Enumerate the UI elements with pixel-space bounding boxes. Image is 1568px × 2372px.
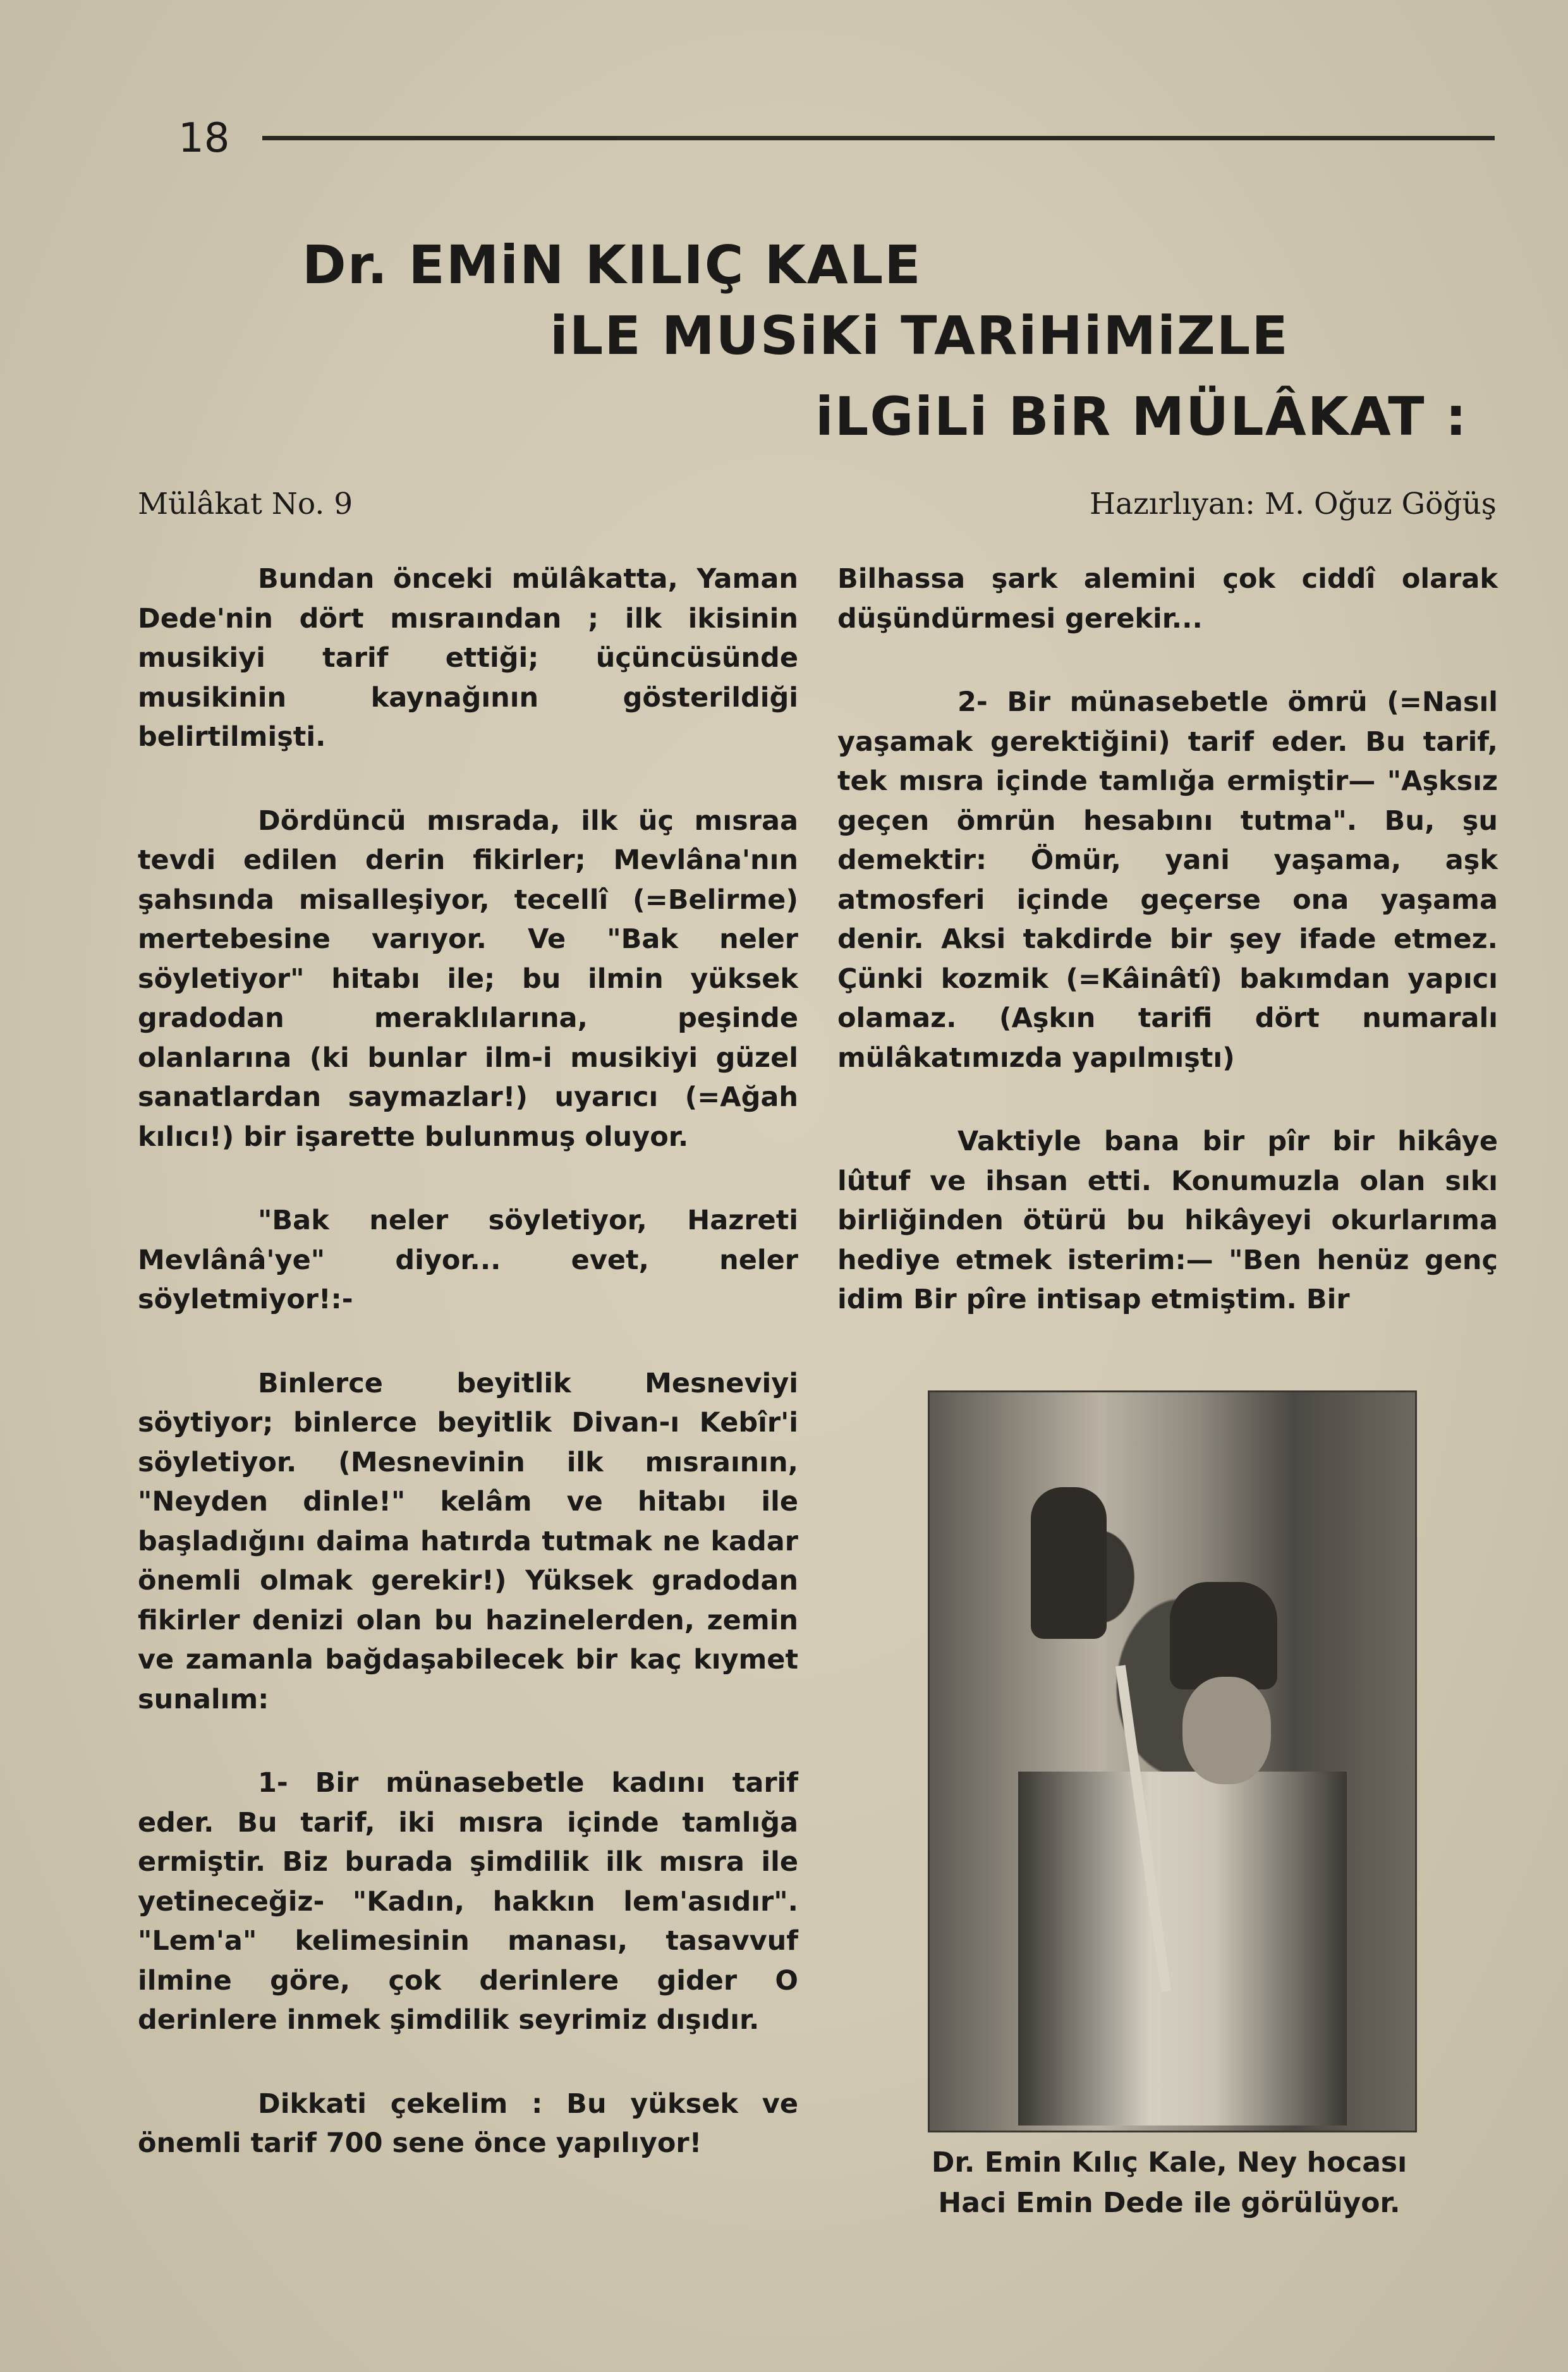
paragraph: 1- Bir münasebetle kadını tarif eder. Bu tarif, iki mısra içinde tamlığa ermiştir. Biz burada şimdilik ilk mısra ile yetineceğiz- "Kadın, hakkın lem'asıdır". "Lem'a" kelimesinin manası, tasavvuf ilmine göre, çok derinlere gider O derinlere inmek şimdilik seyrimiz dışıdır.	[138, 1767, 798, 2036]
paragraph: Bilhassa şark alemini çok ciddî olarak düşündürmesi gerekir...	[837, 563, 1498, 635]
photo-caption-line-2: Haci Emin Dede ile görülüyor.	[938, 2187, 1401, 2219]
author-credit: Hazırlıyan: M. Oğuz Göğüş	[1090, 487, 1497, 521]
header-rule	[262, 136, 1495, 140]
title-line-3: iLGiLi BiR MÜLÂKAT :	[815, 386, 1468, 447]
title-line-2: iLE MUSiKi TARiHiMiZLE	[550, 305, 1289, 367]
interview-number: Mülâkat No. 9	[138, 487, 353, 521]
paragraph: 2- Bir münasebetle ömrü (=Nasıl yaşamak gerektiğini) tarif eder. Bu tarif, tek mısra içinde tamlığa ermiştir— "Aşksız geçen ömrün hesabını tutma". Bu, şu demektir: Ömür, yani yaşama, aşk atmosferi içinde geçerse ona yaşama denir. Aksi takdirde bir şey ifade etmez. Çünki kozmik (=Kâinâtî) bakımdan yapıcı olamaz. (Aşkın tarifi dört numaralı mülâkatımızda yapılmıştı)	[837, 686, 1498, 1074]
paragraph: Dördüncü mısrada, ilk üç mısraa tevdi edilen derin fikirler; Mevlâna'nın şahsında misalleşiyor, tecellî (=Belirme) mertebesine varıyor. Ve "Bak neler söyletiyor" hitabı ile; bu ilmin yüksek gradodan meraklılarına, peşinde olanlarına (ki bunlar ilm-i musikiyi güzel sanatlardan saymazlar!) uyarıcı (=Ağah kılıcı!) bir işarette bulunmuş oluyor.	[138, 805, 798, 1153]
sikke-hat-shape	[1170, 1582, 1277, 1689]
paragraph: Dikkati çekelim : Bu yüksek ve önemli tarif 700 sene önce yapılıyor!	[138, 2088, 798, 2159]
paragraph: Bundan önceki mülâkatta, Yaman Dede'nin dört mısraından ; ilk ikisinin musikiyi tarif ettiği; üçüncüsünde musikinin kaynağının gösterildiği belirtilmişti.	[138, 563, 798, 753]
left-column	[138, 559, 798, 2208]
title-line-1: Dr. EMiN KILIÇ KALE	[302, 234, 922, 296]
photo-caption-line-1: Dr. Emin Kılıç Kale, Ney hocası	[931, 2146, 1407, 2179]
paragraph: Binlerce beyitlik Mesneviyi söytiyor; binlerce beyitlik Divan-ı Kebîr'i söyletiyor. (Mesnevinin ilk mısraının, "Neyden dinle!" kelâm ve hitabı ile başladığını daima hatırda tutmak ne kadar önemli olmak gerekir!) Yüksek gradodan fikirler denizi olan bu hazinelerden, zemin ve zamanla bağdaşabilecek bir kaç kıymet sunalım:	[138, 1367, 798, 1715]
paragraph: Vaktiyle bana bir pîr bir hikâye lûtuf ve ihsan etti. Konumuzla olan sıkı birliğinden ötürü bu hikâyeyi okurlarıma hediye etmek isterim:— "Ben henüz genç idim Bir pîre intisap etmiştim. Bir	[837, 1126, 1498, 1315]
sikke-hat-shape	[1031, 1487, 1107, 1639]
face-shape	[1182, 1677, 1271, 1784]
robe-shape	[1018, 1772, 1347, 2126]
right-column	[837, 559, 1498, 1359]
page-number: 18	[178, 115, 230, 162]
paragraph: "Bak neler söyletiyor, Hazreti Mevlânâ'ye" diyor... evet, neler söyletmiyor!:-	[138, 1205, 798, 1315]
portrait-photo	[928, 1390, 1417, 2132]
